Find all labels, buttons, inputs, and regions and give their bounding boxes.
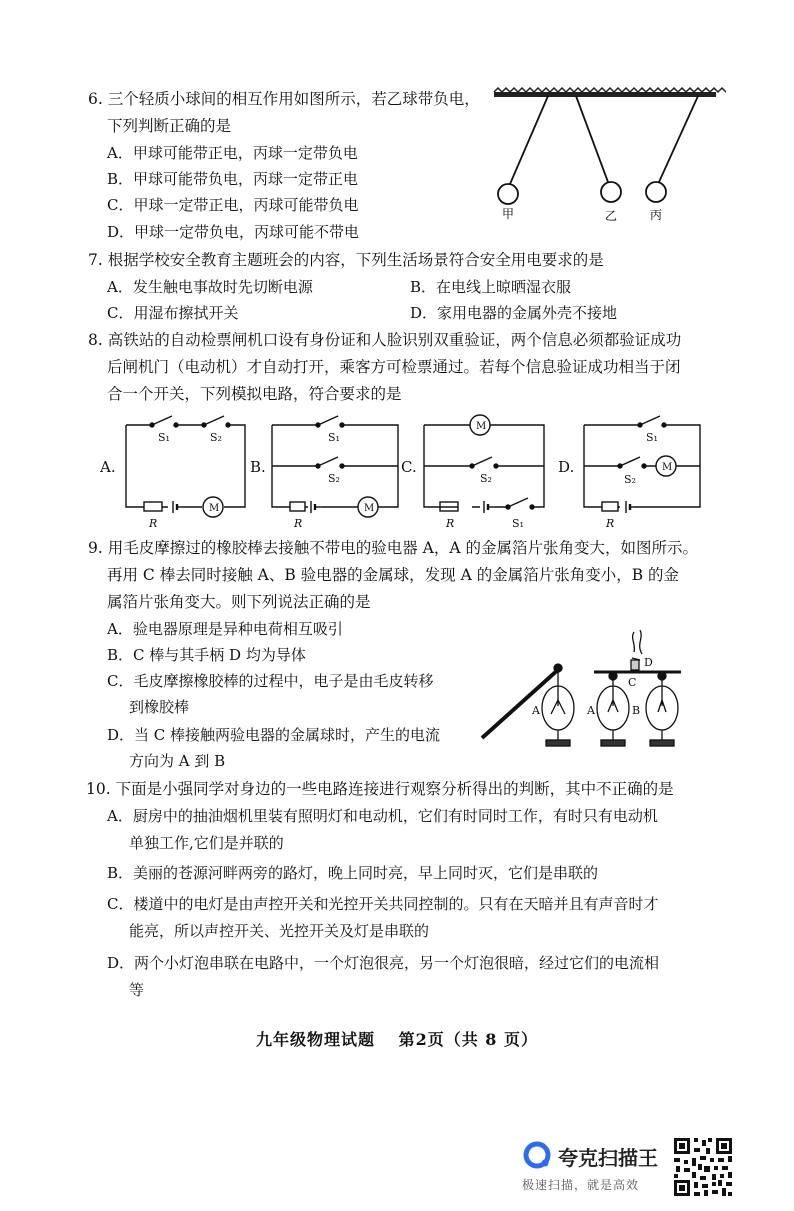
label-jia: 甲 [502, 207, 515, 221]
qr-code-icon [672, 1136, 734, 1198]
page-footer: 九年级物理试题 第2页（共 8 页） [256, 1030, 538, 1049]
scanner-watermark [520, 1136, 670, 1196]
q7-option-a: A．发生触电事故时先切断电源 [107, 278, 313, 296]
s2-label: S₂ [624, 473, 636, 486]
m-label: M [662, 462, 673, 473]
q6-stem-line2: 下列判断正确的是 [107, 117, 232, 135]
r-label: R [149, 517, 158, 530]
q9-stem-line3: 属箔片张角变大。则下列说法正确的是 [107, 593, 371, 611]
r-label: R [294, 517, 303, 530]
label-d: D [644, 656, 653, 669]
circuit-d [584, 416, 700, 513]
r-label: R [446, 517, 455, 530]
resistor-icon [602, 502, 618, 511]
s1-label: S₁ [158, 431, 170, 444]
circuit-d-label: D. [558, 458, 575, 476]
q9-option-c-line1: C．毛皮摩擦橡胶棒的过程中，电子是由毛皮转移 [107, 672, 434, 690]
q10-option-a-line1: A．厨房中的抽油烟机里装有照明灯和电动机，它们有时同时工作，有时只有电动机 [107, 807, 658, 825]
circuit-b-label: B. [250, 458, 266, 476]
resistor-icon [290, 502, 305, 511]
label-yi: 乙 [605, 209, 618, 223]
resistor-icon [144, 502, 162, 511]
label-bing: 丙 [650, 208, 663, 222]
s1-label: S₁ [512, 517, 524, 530]
quark-logo-icon [522, 1140, 552, 1170]
q7-option-c: C．用湿布擦拭开关 [107, 304, 239, 322]
electroscope-a [597, 672, 629, 746]
q10-option-d-line2: 等 [129, 981, 145, 999]
q7-option-b: B．在电线上晾晒湿衣服 [410, 278, 572, 296]
watermark-slogan: 极速扫描，就是高效 [522, 1178, 640, 1192]
q9-option-b: B．C 棒与其手柄 D 均为导体 [107, 646, 306, 664]
q9-option-d-line2: 方向为 A 到 B [129, 752, 226, 770]
circuit-a [126, 416, 245, 517]
q10-option-c-line1: C．楼道中的电灯是由声控开关和光控开关共同控制的。只有在天暗并且有声音时才 [107, 895, 659, 913]
watermark-brand: 夸克扫描王 [558, 1146, 658, 1170]
ball-bing [646, 182, 666, 202]
m-label: M [476, 421, 487, 432]
q6-stem-line1: 6. 三个轻质小球间的相互作用如图所示，若乙球带负电， [88, 90, 480, 108]
q7-option-d: D．家用电器的金属外壳不接地 [410, 304, 618, 322]
q9-stem-line2: 再用 C 棒去同时接触 A、B 验电器的金属球，发现 A 的金属箔片张角变小，B 的金 [107, 566, 680, 584]
q9-option-d-line1: D．当 C 棒接触两验电器的金属球时，产生的电流 [107, 726, 441, 744]
q7-stem: 7. 根据学校安全教育主题班会的内容，下列生活场景符合安全用电要求的是 [88, 251, 604, 269]
q6-option-b: B．甲球可能带负电，丙球一定带正电 [107, 170, 359, 188]
s2-label: S₂ [480, 472, 492, 485]
q6-option-a: A．甲球可能带正电，丙球一定带负电 [107, 144, 358, 162]
q8-stem-line1: 8. 高铁站的自动检票闸机口设有身份证和人脸识别双重验证，两个信息必须都验证成功 [88, 331, 682, 349]
q10-option-c-line2: 能亮，所以声控开关、光控开关及灯是串联的 [129, 922, 430, 940]
ceiling-bar [494, 88, 726, 97]
hand-icon [632, 630, 642, 660]
ball-jia [498, 184, 518, 204]
q10-option-a-line2: 单独工作,它们是并联的 [129, 834, 284, 852]
circuit-a-label: A. [100, 458, 116, 476]
s1-label: S₁ [328, 431, 340, 444]
q10-option-d-line1: D．两个小灯泡串联在电路中，一个灯泡很亮，另一个灯泡很暗，经过它们的电流相 [107, 954, 660, 972]
q9-option-c-line2: 到橡胶棒 [129, 698, 190, 716]
label-a: A [587, 704, 595, 717]
q9-stem-line1: 9. 用毛皮摩擦过的橡胶棒去接触不带电的验电器 A，A 的金属箔片张角变大，如图所示。 [88, 539, 698, 557]
q8-circuit-options [100, 405, 720, 535]
r-label: R [606, 517, 615, 530]
q8-stem-line3: 合一个开关，下列模拟电路，符合要求的是 [107, 385, 402, 403]
q10-stem: 10. 下面是小强同学对身边的一些电路连接进行观察分析得出的判断，其中不正确的是 [86, 780, 674, 798]
q9-electroscope-figure [476, 622, 698, 754]
s1-label: S₁ [646, 431, 658, 444]
q8-stem-line2: 后闸机门（电动机）才自动打开，乘客方可检票通过。若每个信息验证成功相当于闭 [107, 358, 681, 376]
circuit-c-label: C. [401, 458, 417, 476]
q6-option-c: C．甲球一定带正电，丙球可能带负电 [107, 196, 359, 214]
s2-label: S₂ [328, 472, 340, 485]
q10-option-b: B．美丽的苍源河畔两旁的路灯，晚上同时亮，早上同时灭，它们是串联的 [107, 864, 599, 882]
electroscope-a-left [542, 664, 574, 746]
q9-option-a: A．验电器原理是异种电荷相互吸引 [107, 620, 343, 638]
s2-label: S₂ [210, 431, 222, 444]
m-label: M [209, 503, 220, 514]
label-a-left: A [532, 704, 540, 717]
q6-option-d: D．甲球一定带负电，丙球可能不带电 [107, 223, 360, 241]
q6-pendulum-figure [486, 84, 726, 229]
electroscope-b [646, 672, 678, 746]
ball-yi [601, 182, 621, 202]
m-label: M [364, 503, 375, 514]
label-c: C [628, 676, 637, 689]
label-b: B [632, 704, 641, 717]
